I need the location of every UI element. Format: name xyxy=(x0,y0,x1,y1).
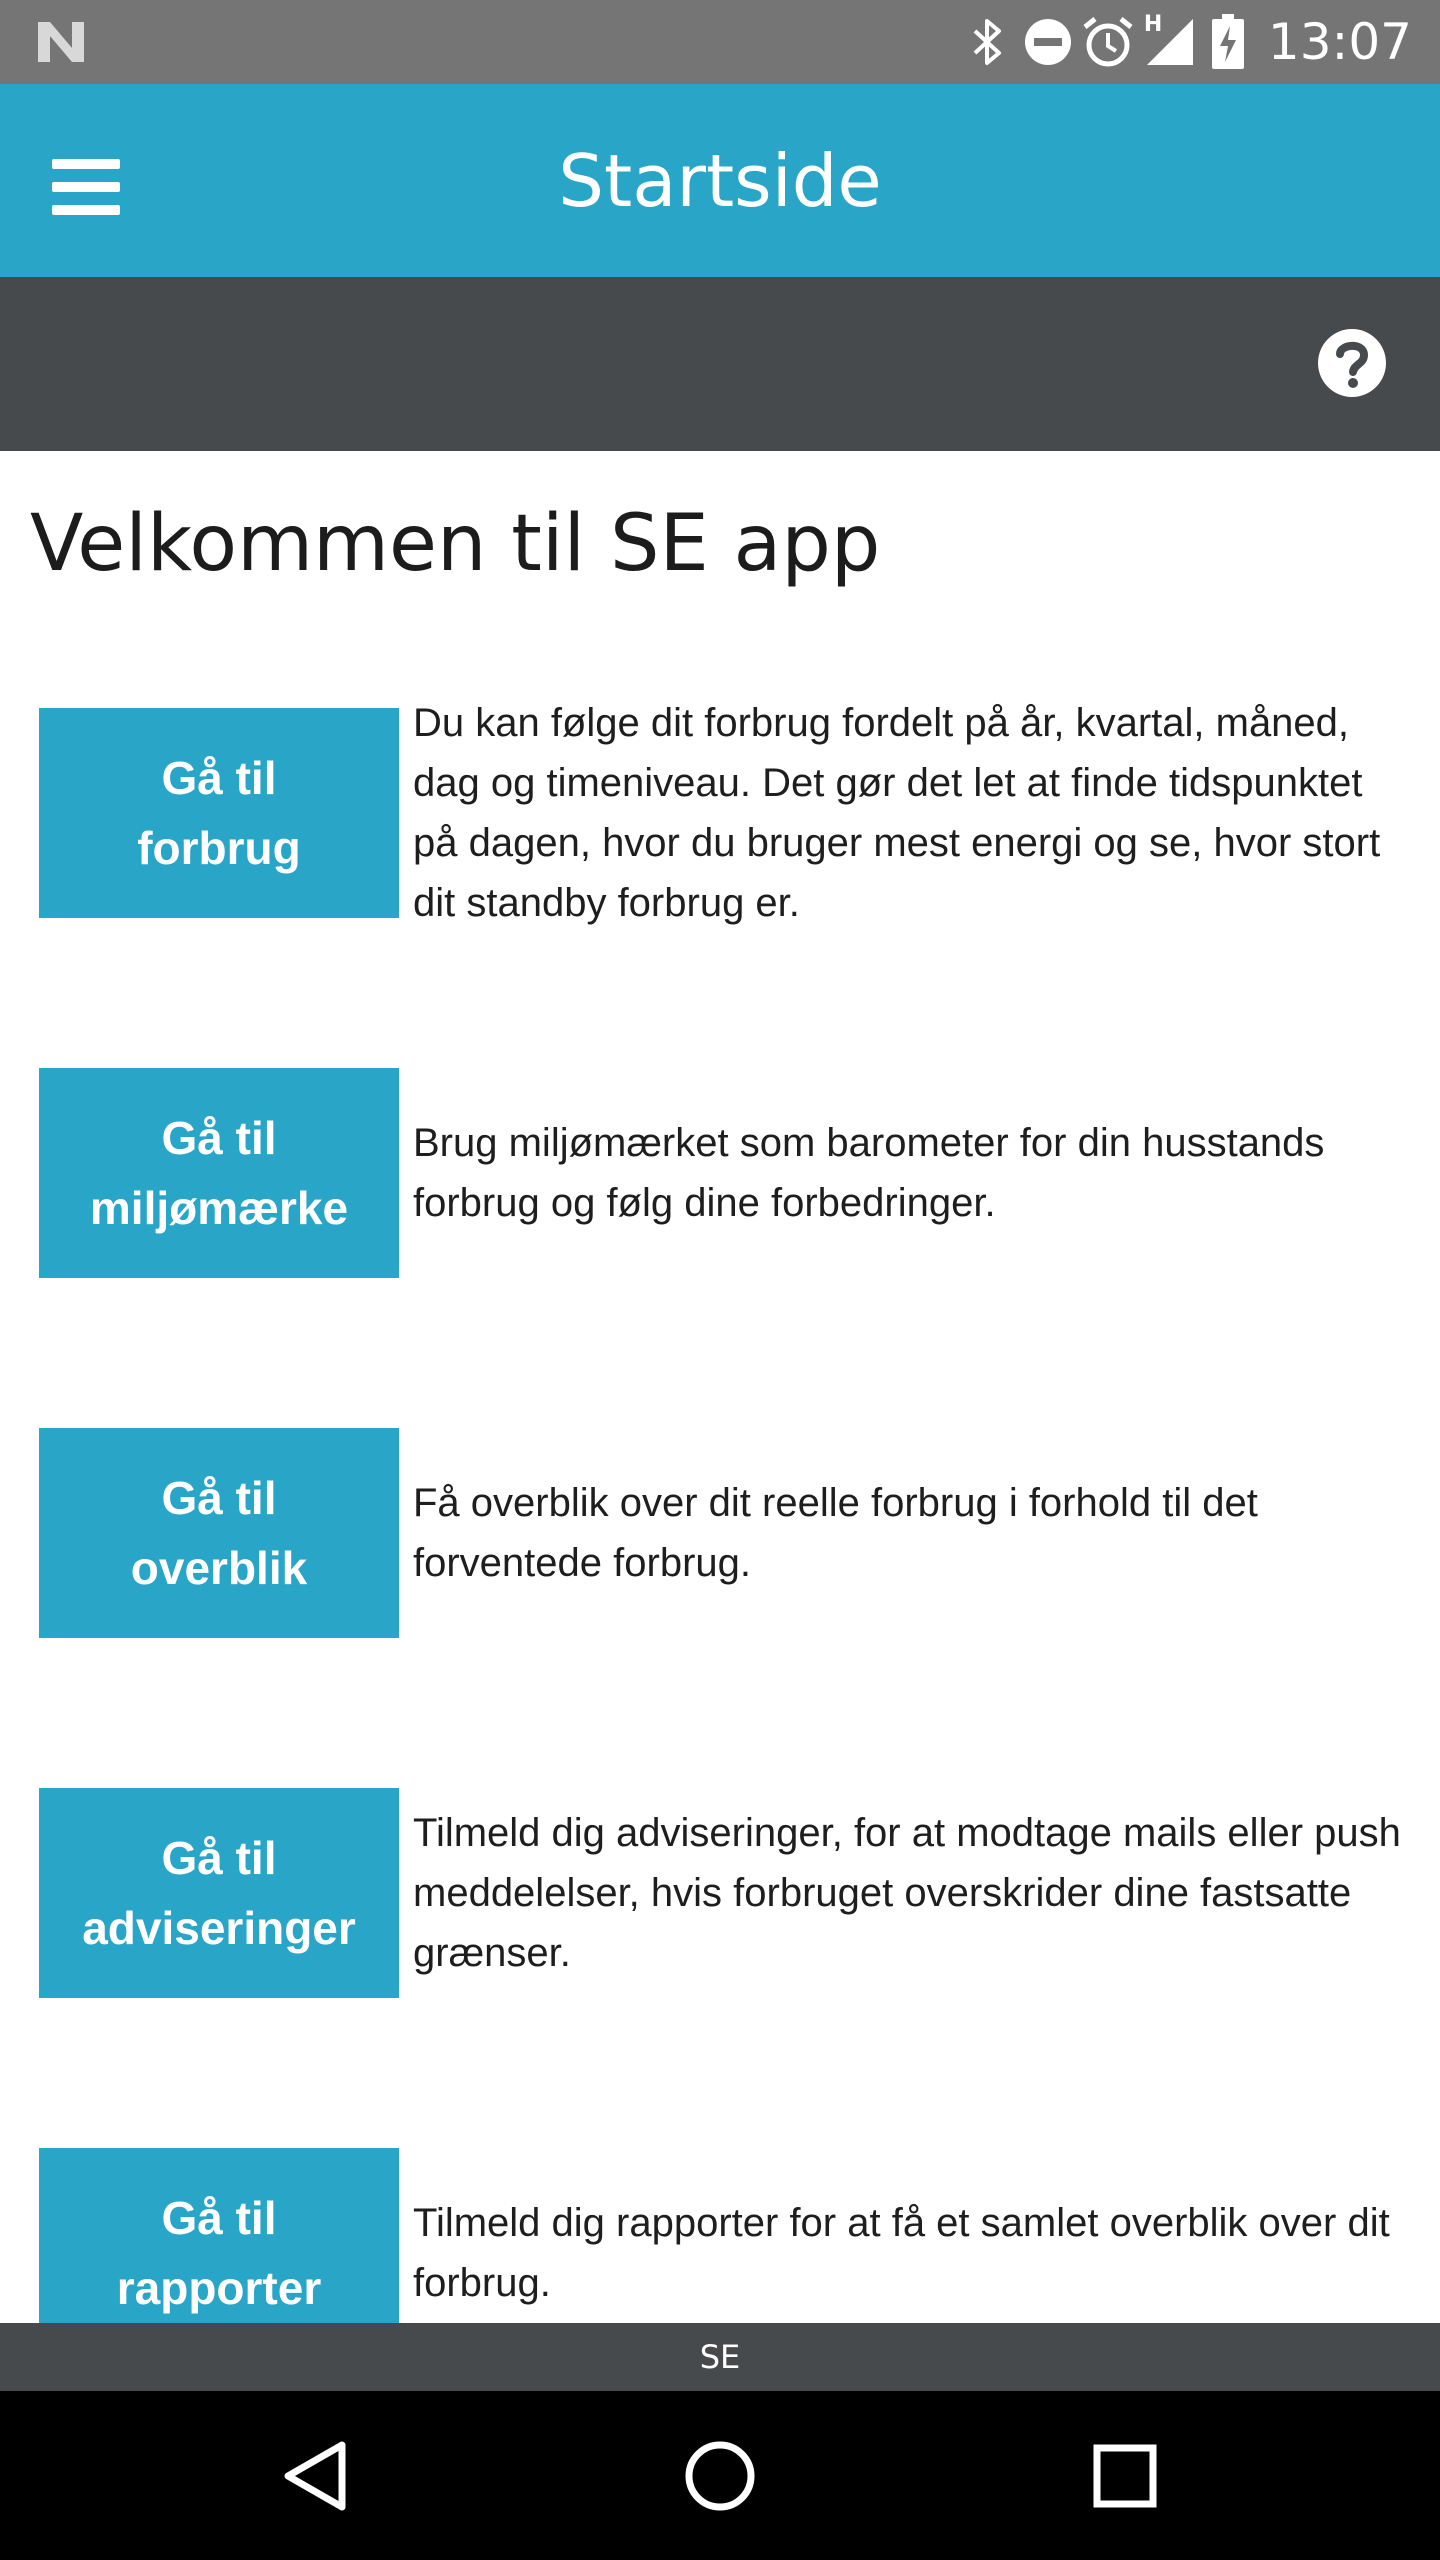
feature-description: Brug miljømærket som barometer for din husstands forbrug og følg dine forbedringer. xyxy=(413,1121,1325,1225)
sub-toolbar xyxy=(0,277,1440,451)
status-icons xyxy=(958,0,1412,84)
go-to-overblik-button[interactable]: Gå til overblik xyxy=(39,1428,399,1638)
app-bar xyxy=(0,84,1440,277)
battery-charging-icon xyxy=(1198,0,1258,84)
go-to-adviseringer-button[interactable]: Gå til adviseringer xyxy=(39,1788,399,1998)
footer-label: SE xyxy=(699,2338,741,2376)
status-time: 13:07 xyxy=(1267,13,1412,71)
bluetooth-icon xyxy=(958,0,1018,84)
n-logo-icon xyxy=(34,18,88,66)
alarm-icon xyxy=(1078,0,1138,84)
welcome-heading: Velkommen til SE app xyxy=(30,499,881,589)
feature-row-adviseringer xyxy=(39,1788,1409,1998)
feature-description: Tilmeld dig adviseringer, for at modtage mails eller push meddelelser, hvis forbruget overskrider dine fastsatte grænser. xyxy=(413,1811,1401,1975)
system-navigation-bar xyxy=(0,2391,1440,2560)
feature-row-miljomaerke xyxy=(39,1068,1409,1278)
go-to-miljomaerke-button[interactable]: Gå til miljømærke xyxy=(39,1068,399,1278)
hamburger-menu-icon xyxy=(52,159,120,215)
network-type-label: H xyxy=(1143,12,1163,37)
menu-button[interactable] xyxy=(30,139,142,235)
home-button[interactable] xyxy=(660,2421,780,2531)
back-button[interactable] xyxy=(255,2421,375,2531)
feature-row-forbrug xyxy=(39,701,1409,925)
feature-description: Tilmeld dig rapporter for at få et samlet overblik over dit forbrug. xyxy=(413,2201,1390,2305)
feature-row-overblik xyxy=(39,1428,1409,1638)
status-bar xyxy=(0,0,1440,84)
help-circle-icon[interactable] xyxy=(1316,327,1388,399)
do-not-disturb-icon xyxy=(1018,0,1078,84)
home-icon xyxy=(683,2439,757,2513)
footer-bar xyxy=(0,2323,1440,2391)
go-to-rapporter-button[interactable]: Gå til rapporter xyxy=(39,2148,399,2323)
page-title-bar: Startside xyxy=(558,138,882,223)
signal-icon xyxy=(1138,0,1198,84)
main-content[interactable] xyxy=(0,451,1440,2323)
go-to-forbrug-button[interactable]: Gå til forbrug xyxy=(39,708,399,918)
feature-row-rapporter xyxy=(39,2148,1409,2323)
back-icon xyxy=(280,2439,350,2513)
recents-icon xyxy=(1092,2443,1158,2509)
recents-button[interactable] xyxy=(1065,2421,1185,2531)
feature-description: Du kan følge dit forbrug fordelt på år, kvartal, måned, dag og timeniveau. Det gør det let at finde tidspunktet på dagen, hvor du bruger mest energi og se, hvor stort dit standby forbrug er. xyxy=(413,701,1381,925)
feature-description: Få overblik over dit reelle forbrug i forhold til det forventede forbrug. xyxy=(413,1481,1258,1585)
